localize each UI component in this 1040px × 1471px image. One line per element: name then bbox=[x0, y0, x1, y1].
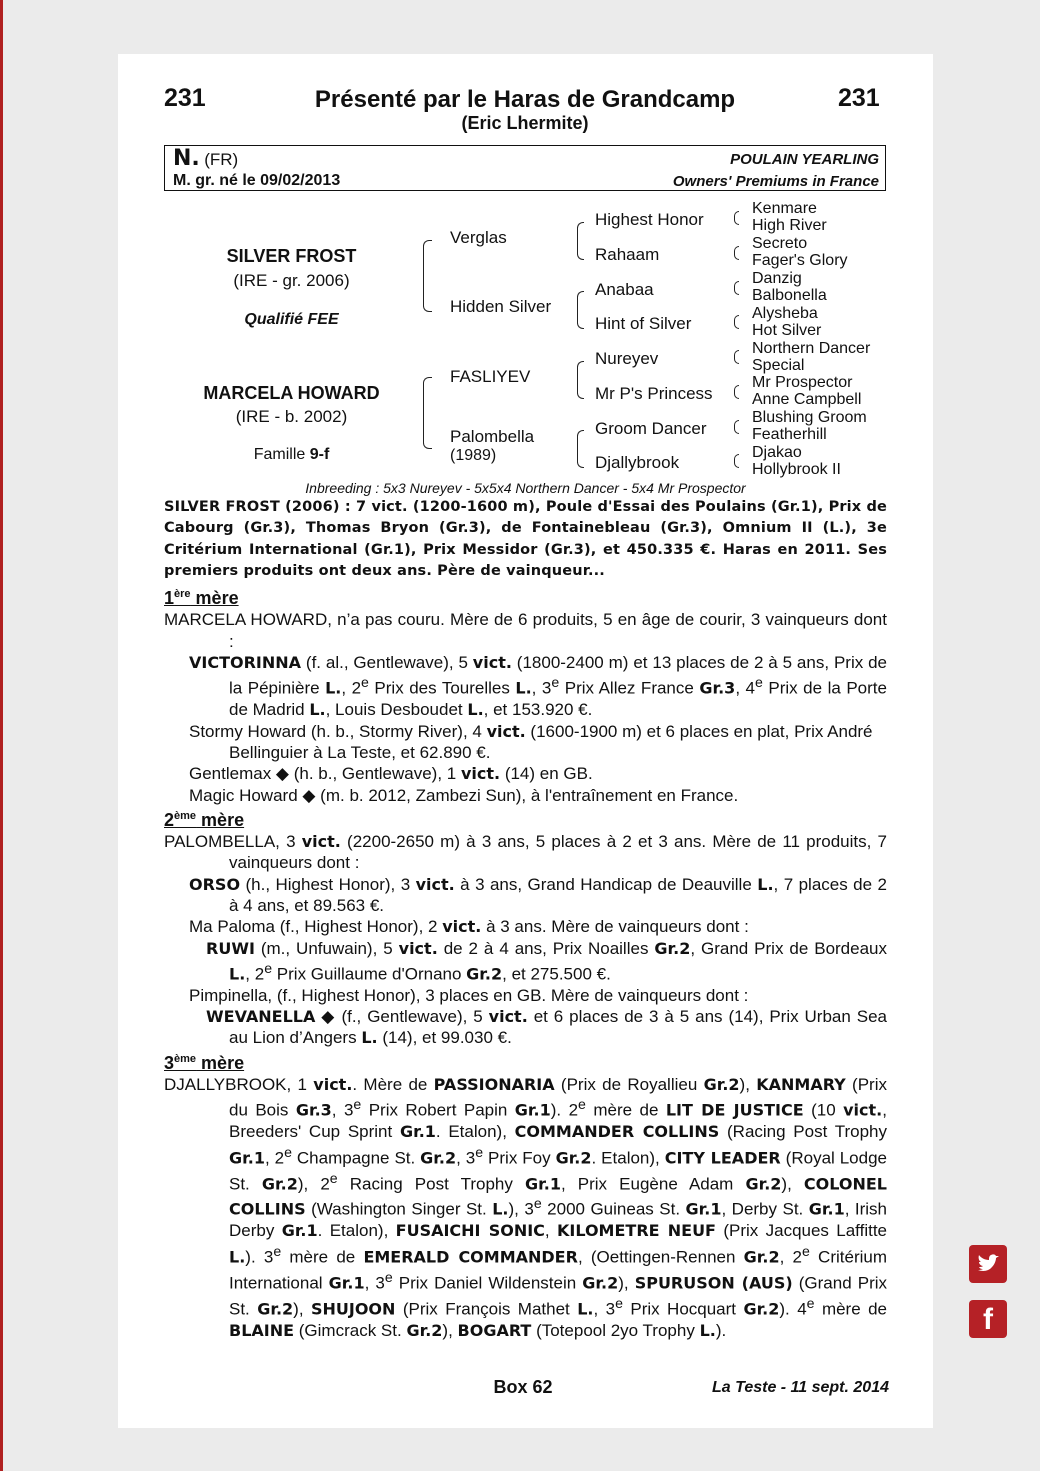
gen3-4: Fager's Glory bbox=[752, 252, 848, 269]
produce-gentlemax: Gentlemax ◆ (h. b., Gentlewave), 1 vict. (14) en GB. bbox=[189, 764, 593, 784]
facebook-share-button[interactable] bbox=[969, 1300, 1007, 1338]
section-third-dam: 3ème mère bbox=[164, 1052, 245, 1073]
horse-name: N. bbox=[173, 146, 200, 171]
dam-family: Famille 9-f bbox=[253, 446, 330, 463]
gen3-3: Secreto bbox=[752, 235, 808, 252]
sire-brace bbox=[423, 240, 432, 312]
gen3-1: Kenmare bbox=[752, 200, 817, 217]
gen3-9: Northern Dancer bbox=[752, 340, 871, 357]
gen3-15: Djakao bbox=[752, 444, 802, 461]
lot-number-right: 231 bbox=[838, 84, 880, 112]
twitter-share-button[interactable] bbox=[969, 1245, 1007, 1283]
gen2-3: Anabaa bbox=[595, 280, 654, 299]
produce-pimpinella: Pimpinella, (f., Highest Honor), 3 places en GB. Mère de vainqueurs dont : bbox=[189, 985, 749, 1005]
gen3-brace-7 bbox=[734, 420, 739, 434]
second-dam-intro: PALOMBELLA, 3 vict. (2200-2650 m) à 3 ans, 5 places à 2 et 3 ans. Mère de 11 produits, 7 vainqueurs dont : bbox=[164, 832, 887, 873]
premiums-label: Owners' Premiums in France bbox=[672, 173, 879, 190]
sire-info: (IRE - gr. 2006) bbox=[233, 271, 350, 290]
gen3-brace-8 bbox=[734, 454, 739, 468]
birth-line: M. gr. né le 09/02/2013 bbox=[173, 172, 341, 189]
gen2-2: Rahaam bbox=[595, 245, 660, 264]
produce-magic-howard: Magic Howard ◆ (m. b. 2012, Zambezi Sun), à l'entraînement en France. bbox=[189, 785, 739, 805]
produce-ma-paloma: Ma Paloma (f., Highest Honor), 2 vict. à 3 ans. Mère de vainqueurs dont : bbox=[189, 917, 749, 937]
sire-record: SILVER FROST (2006) : 7 vict. (1200-1600 m), Poule d'Essai des Poulains (Gr.1), Prix de Cabourg (Gr.3), Thomas Bryon (Gr.3), de Fontainebleau (Gr.3), Omnium II (L.), 3e Critérium International (Gr.1), Prix Messidor (Gr.3), et 450.335 €. Haras en 2011. Ses premiers produits ont deux ans. Père de vainqueur... bbox=[164, 499, 887, 579]
produce-ruwi: RUWI (m., Unfuwain), 5 vict. de 2 à 4 ans, Prix Noailles Gr.2, Grand Prix de Bordeaux L., 2e Prix Guillaume d'Ornano Gr.2, et 275.500 €. bbox=[206, 938, 888, 984]
gen1-sire-dam: Hidden Silver bbox=[450, 297, 552, 316]
sire-name: SILVER FROST bbox=[226, 246, 357, 266]
gen2-5: Nureyev bbox=[595, 349, 659, 368]
facebook-icon: f bbox=[983, 1303, 993, 1336]
produce-stormy-howard: Stormy Howard (h. b., Stormy River), 4 vict. (1600-1900 m) et 6 places en plat, Prix André Bellinguier à La Teste, et 62.890 €. bbox=[189, 721, 873, 762]
gen2-7: Groom Dancer bbox=[595, 419, 707, 438]
dam-info: (IRE - b. 2002) bbox=[235, 407, 348, 426]
gen3-brace-6 bbox=[734, 385, 739, 399]
gen3-10: Special bbox=[752, 357, 805, 374]
gen3-8: Hot Silver bbox=[752, 322, 822, 339]
gen3-brace-1 bbox=[734, 211, 739, 225]
gen2-brace-2 bbox=[577, 291, 584, 329]
box-number: Box 62 bbox=[493, 1377, 553, 1397]
gen2-1: Highest Honor bbox=[595, 210, 704, 229]
gen3-6: Balbonella bbox=[752, 287, 827, 304]
gen3-13: Blushing Groom bbox=[752, 409, 867, 426]
gen2-brace-4 bbox=[577, 430, 584, 468]
dam-brace bbox=[423, 377, 432, 449]
gen3-5: Danzig bbox=[752, 270, 802, 287]
page-title: Présenté par le Haras de Grandcamp bbox=[314, 86, 736, 113]
produce-wevanella: WEVANELLA ◆ (f., Gentlewave), 5 vict. et 6 places de 3 à 5 ans (14), Prix Urban Sea au Lion d’Angers L. (14), et 99.030 €. bbox=[206, 1007, 887, 1048]
category-label: POULAIN YEARLING bbox=[730, 151, 879, 168]
produce-orso: ORSO (h., Highest Honor), 3 vict. à 3 ans, Grand Handicap de Deauville L., 7 places de 2 à 4 ans, et 89.563 €. bbox=[189, 874, 887, 915]
gen3-brace-2 bbox=[734, 246, 739, 260]
gen1-dam-sire: FASLIYEV bbox=[450, 367, 531, 386]
gen3-2: High River bbox=[752, 217, 827, 234]
gen3-12: Anne Campbell bbox=[752, 391, 862, 408]
gen1-dam-dam-year: (1989) bbox=[450, 447, 497, 464]
gen3-brace-4 bbox=[734, 315, 739, 329]
gen2-4: Hint of Silver bbox=[595, 314, 692, 333]
consignor-subtitle: (Eric Lhermite) bbox=[461, 113, 589, 133]
lot-number-left: 231 bbox=[164, 84, 206, 112]
section-first-dam: 1ère mère bbox=[164, 588, 239, 609]
sire-qualification: Qualifié FEE bbox=[244, 311, 339, 328]
produce-victorinna: VICTORINNA (f. al., Gentlewave), 5 vict. (1800-2400 m) et 13 places de 2 à 5 ans, Prix de la Pépinière L., 2e Prix des Tourelles L., 3e Prix Allez France Gr.3, 4e Prix de la Porte de Madrid L., Louis Desboudet L., et 153.920 €. bbox=[189, 653, 887, 720]
gen3-16: Hollybrook II bbox=[752, 461, 841, 478]
gen1-dam-dam: Palombella bbox=[450, 427, 535, 446]
left-edge-rule bbox=[0, 0, 3, 1471]
gen3-brace-3 bbox=[734, 281, 739, 295]
horse-id-box bbox=[164, 145, 886, 191]
gen3-7: Alysheba bbox=[752, 305, 818, 322]
gen2-6: Mr P's Princess bbox=[595, 384, 713, 403]
gen3-brace-5 bbox=[734, 350, 739, 364]
third-dam-text: DJALLYBROOK, 1 vict.. Mère de PASSIONARIA (Prix de Royallieu Gr.2), KANMARY (Prix du Bois Gr.3, 3e Prix Robert Papin Gr.1). 2e mère de LIT DE JUSTICE (10 vict., Breeders' Cup Sprint Gr.1. Etalon), COMMANDER COLLINS (Racing Post Trophy Gr.1, 2e Champagne St. Gr.2, 3e Prix Foy Gr.2. Etalon), CITY LEADER (Royal Lodge St. Gr.2), 2e Racing Post Trophy Gr.1, Prix Eugène Adam Gr.2), COLONEL COLLINS (Washington Singer St. L.), 3e 2000 Guineas St. Gr.1, Derby St. Gr.1, Irish Derby Gr.1. Etalon), FUSAICHI SONIC, KILOMETRE NEUF (Prix Jacques Laffitte L.). 3e mère de EMERALD COMMANDER, (Oettingen-Rennen Gr.2, 2e Critérium International Gr.1, 3e Prix Daniel Wildenstein Gr.2), SPURUSON (AUS) (Grand Prix St. Gr.2), SHUJOON (Prix François Mathet L., 3e Prix Hocquart Gr.2). 4e mère de BLAINE (Gimcrack St. Gr.2), BOGART (Totepool 2yo Trophy L.). bbox=[164, 1075, 888, 1340]
catalogue-text bbox=[164, 497, 887, 1341]
gen3-11: Mr Prospector bbox=[752, 374, 853, 391]
gen1-sire-sire: Verglas bbox=[450, 228, 507, 247]
gen2-brace-1 bbox=[577, 222, 584, 260]
dam-name: MARCELA HOWARD bbox=[203, 383, 380, 403]
first-dam-intro: MARCELA HOWARD, n’a pas couru. Mère de 6 produits, 5 en âge de courir, 3 vainqueurs dont : bbox=[164, 610, 887, 651]
horse-country: (FR) bbox=[204, 150, 239, 169]
gen3-14: Featherhill bbox=[752, 426, 827, 443]
sale-date-location: La Teste - 11 sept. 2014 bbox=[712, 1379, 889, 1396]
gen2-8: Djallybrook bbox=[595, 453, 680, 472]
gen2-brace-3 bbox=[577, 361, 584, 399]
twitter-icon bbox=[969, 1245, 1007, 1283]
inbreeding-line: Inbreeding : 5x3 Nureyev - 5x5x4 Northern Dancer - 5x4 Mr Prospector bbox=[305, 480, 746, 496]
section-second-dam: 2ème mère bbox=[164, 809, 245, 830]
catalogue-page bbox=[118, 54, 933, 1428]
